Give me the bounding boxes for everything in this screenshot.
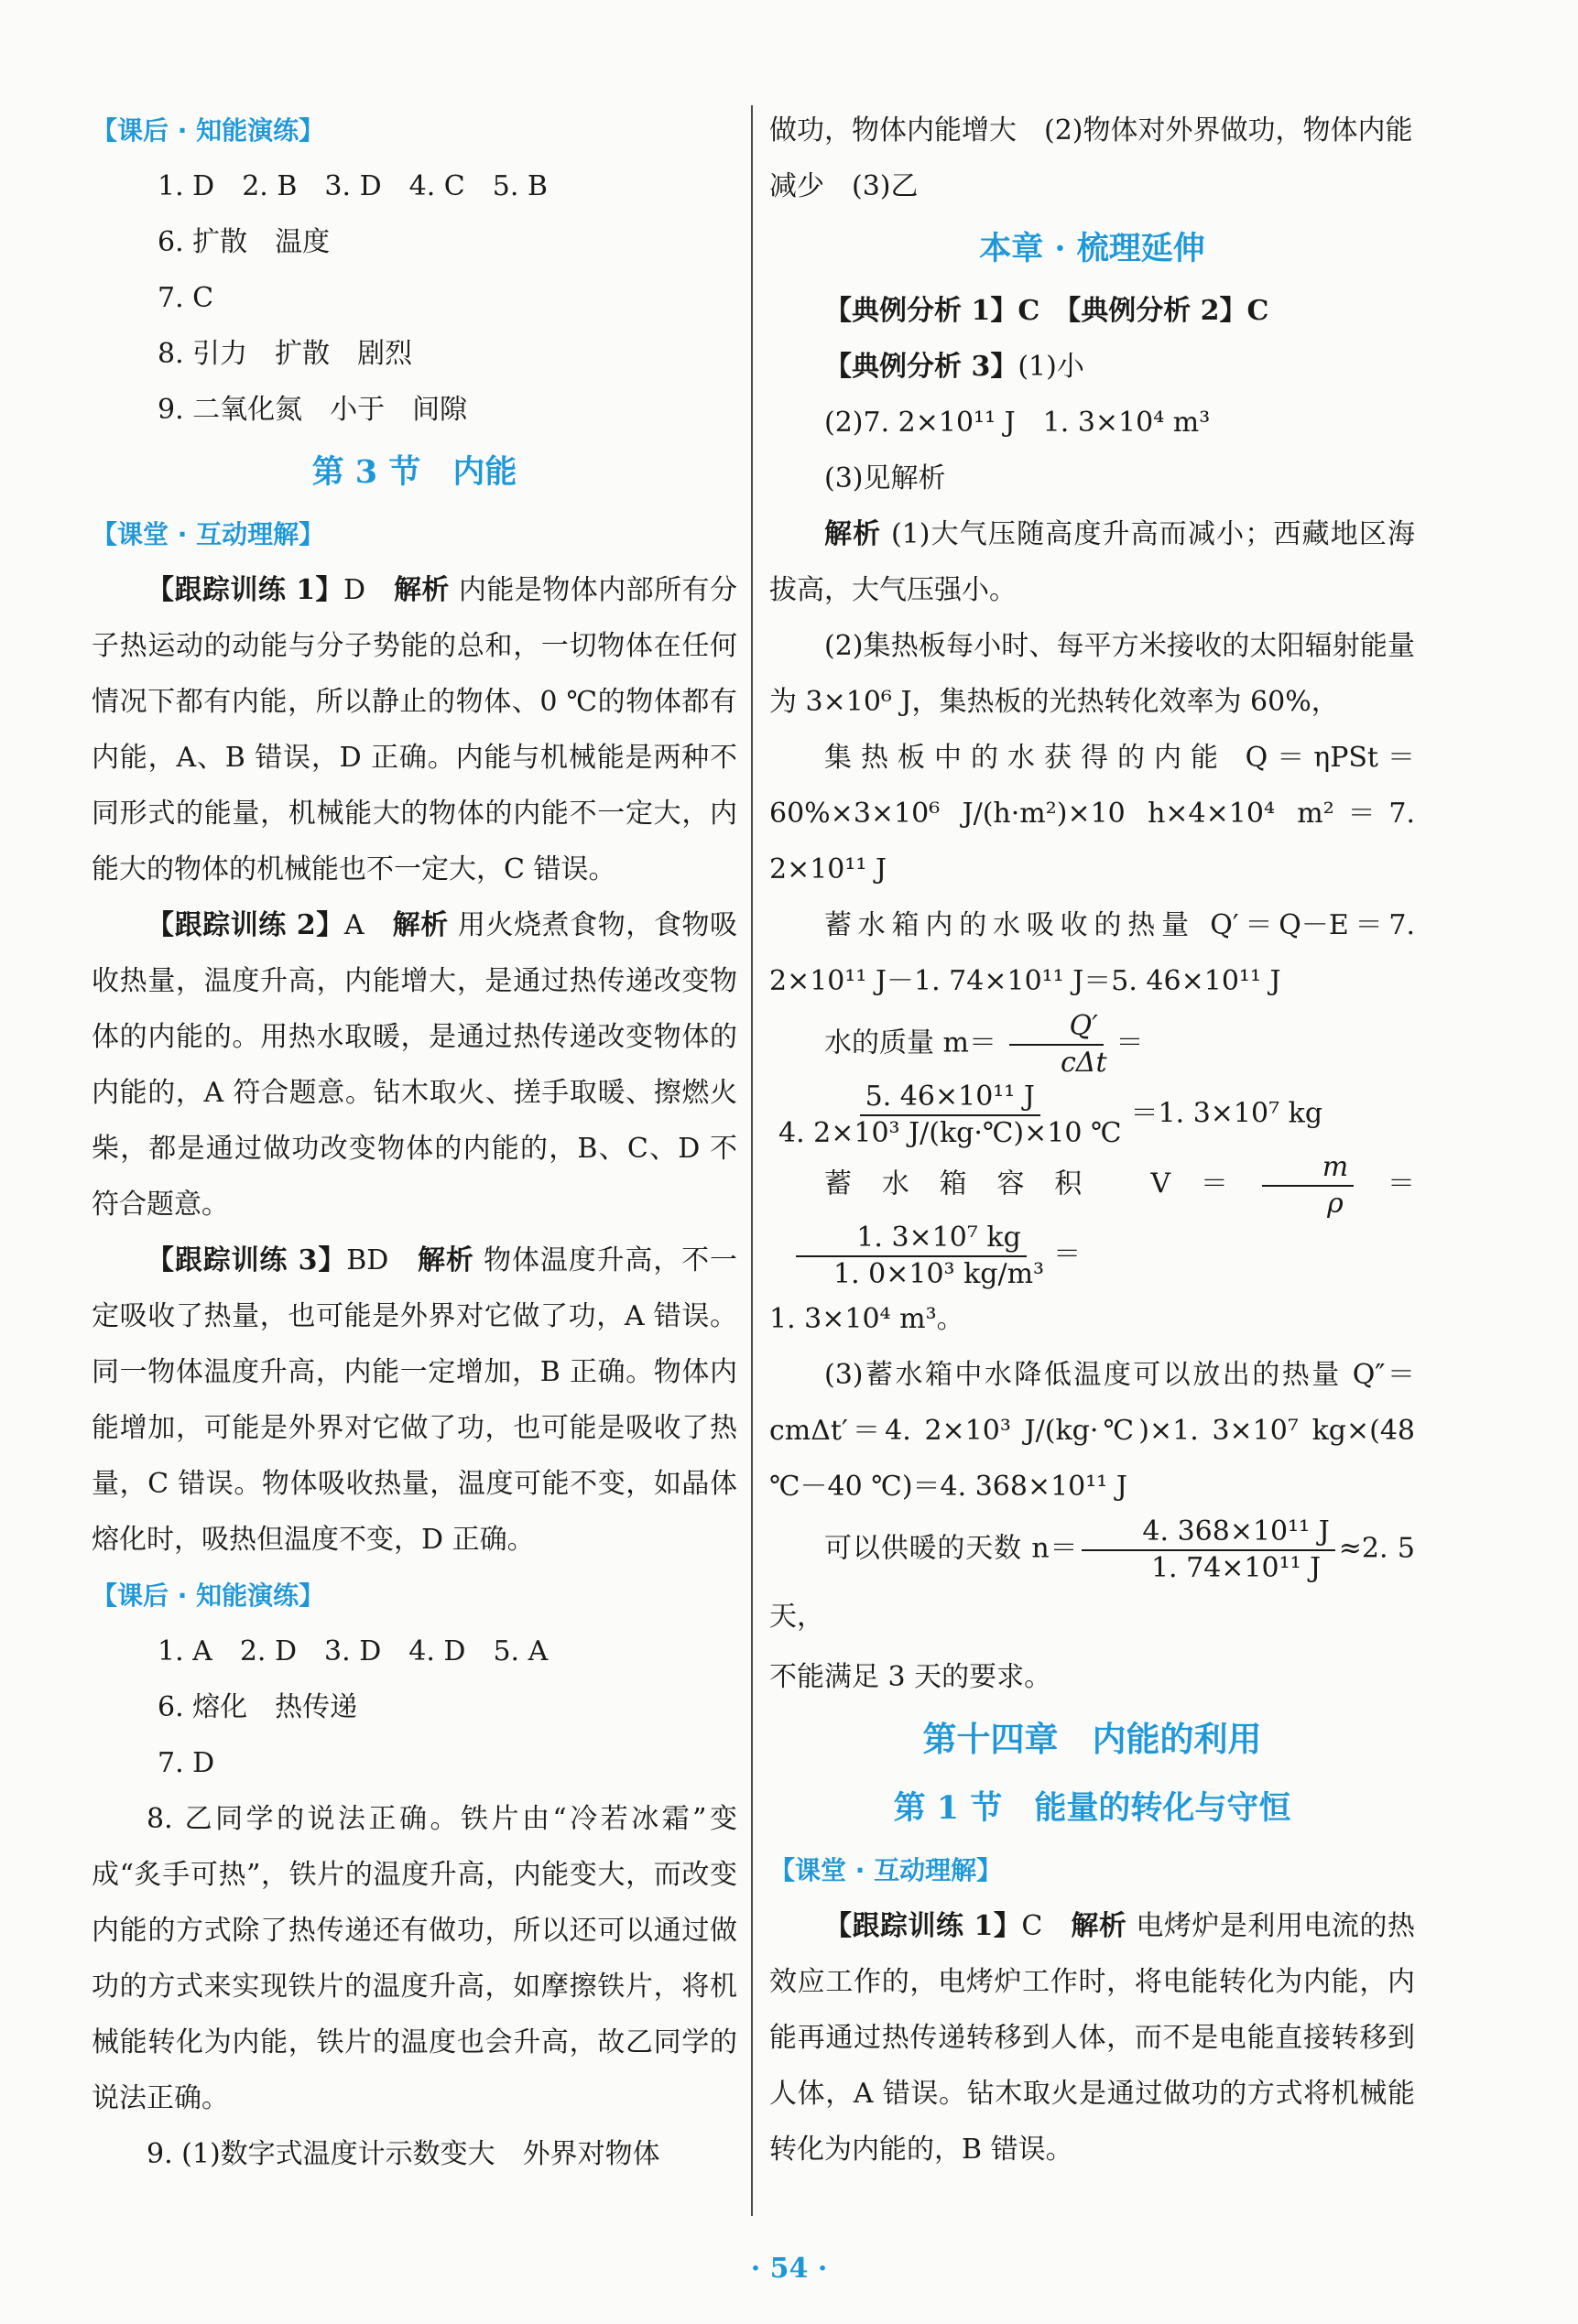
column-divider	[751, 105, 753, 2216]
training-answer	[92, 897, 737, 1233]
formula-result: 1. 3×10⁴ m³。	[769, 1303, 964, 1335]
answer-line: 7. C	[158, 282, 214, 314]
formula-lhs: 可以供暖的天数 n＝	[824, 1532, 1079, 1565]
training-answer	[92, 562, 737, 897]
training-answer	[769, 1898, 1415, 2177]
example-part: (1)小	[1018, 351, 1084, 383]
section-label-in-class: 【课堂 · 互动理解】	[769, 1855, 1003, 1885]
section-title: 第 3 节 内能	[311, 453, 517, 491]
fraction-denominator: 4. 2×10³ J/(kg·℃)×10 ℃	[778, 1116, 1122, 1149]
formula-line	[769, 1515, 1415, 1649]
conclusion-text: 不能满足 3 天的要求。	[769, 1661, 1052, 1693]
fraction-numerator: Q′	[1009, 1009, 1104, 1046]
fraction-numerator: 1. 3×10⁷ kg	[796, 1221, 1027, 1257]
answer-paragraph: 9. (1)数字式温度计示数变大 外界对物体	[147, 2138, 660, 2170]
training-choice: C	[1021, 1910, 1072, 1942]
section-label-after-class: 【课后 · 知能演练】	[92, 1580, 325, 1611]
answer-line: 1. A 2. D 3. D 4. D 5. A	[158, 1635, 549, 1667]
example-part: (3)见解析	[824, 462, 946, 494]
analysis-paragraph: (3)蓄水箱中水降低温度可以放出的热量 Q″＝cmΔt′＝4. 2×10³ J/(kg·℃)×1. 3×10⁷ kg×(48 ℃－40 ℃)＝4. 368×10¹¹ J	[769, 1359, 1415, 1503]
example-answer	[769, 339, 1415, 395]
training-head: 【跟踪训练 1】	[824, 1910, 1022, 1942]
answer-line: 1. D 2. B 3. D 4. C 5. B	[158, 170, 548, 202]
fraction	[1000, 1009, 1113, 1080]
analysis-label: 解析	[1071, 1910, 1127, 1942]
answer-line: 6. 扩散 温度	[158, 226, 331, 258]
formula-equals: ＝	[1357, 1167, 1416, 1200]
formula-result: ＝1. 3×10⁷ kg	[1130, 1097, 1323, 1130]
formula-line	[769, 1150, 1415, 1291]
answer-paragraph: 8. 乙同学的说法正确。铁片由“冷若冰霜”变成“炙手可热”，铁片的温度升高，内能变大，而改变内能的方式除了热传递还有做功，所以还可以通过做功的方式来实现铁片的温度升高，如摩擦铁片，将机械能转化为内能，铁片的温度也会升高，故乙同学的说法正确。	[92, 1803, 737, 2114]
chapter-summary-title: 本章 · 梳理延伸	[979, 230, 1205, 267]
formula-lhs: 蓄水箱容积 V＝	[824, 1167, 1258, 1200]
formula-line	[769, 1009, 1415, 1080]
chapter-title: 第十四章 内能的利用	[922, 1719, 1262, 1759]
training-choice: A	[343, 909, 393, 941]
answer-line: 9. 二氧化氮 小于 间隙	[158, 394, 468, 426]
training-choice: BD	[346, 1244, 419, 1276]
section-label-after-class: 【课后 · 知能演练】	[92, 115, 325, 146]
fraction-denominator: 1. 0×10³ kg/m³	[833, 1257, 1045, 1290]
fraction-denominator: ρ	[1327, 1187, 1344, 1220]
fraction-numerator: 4. 368×10¹¹ J	[1082, 1515, 1334, 1551]
fraction-denominator: 1. 74×10¹¹ J	[1150, 1551, 1322, 1584]
section-title: 第 1 节 能量的转化与守恒	[893, 1789, 1291, 1827]
dot-icon: ·	[750, 2253, 761, 2285]
page-number	[0, 2253, 1578, 2285]
continued-text: 做功，物体内能增大 (2)物体对外界做功，物体内能减少 (3)乙	[769, 114, 1413, 202]
formula-equals: ＝	[1115, 1026, 1144, 1059]
fraction	[773, 1221, 1050, 1291]
training-head: 【跟踪训练 3】	[147, 1244, 347, 1276]
analysis-paragraph: (2)集热板每小时、每平方米接收的太阳辐射能量为 3×10⁶ J，集热板的光热转化效率为 60%，	[769, 630, 1415, 718]
formula-equals: ＝	[1053, 1238, 1082, 1271]
dot-icon: ·	[817, 2253, 828, 2285]
fraction	[1082, 1515, 1334, 1585]
analysis-label: 解析	[393, 574, 450, 606]
example-answers: 【典例分析 1】C 【典例分析 2】C	[824, 295, 1269, 327]
training-head: 【跟踪训练 2】	[147, 909, 344, 941]
training-answer	[92, 1233, 737, 1568]
fraction	[773, 1080, 1127, 1150]
analysis-label: 解析	[824, 518, 882, 550]
answer-line: 6. 熔化 热传递	[158, 1691, 358, 1723]
example-head: 【典例分析 3】	[824, 351, 1018, 383]
analysis-text: 物体温度升高，不一定吸收了热量，也可能是外界对它做了功，A 错误。同一物体温度升高，内能一定增加，B 正确。物体内能增加，可能是外界对它做了功，也可能是吸收了热量，C 错误。物体吸收热量，温度可能不变，如晶体熔化时，吸热但温度不变，D 正确。	[92, 1244, 737, 1556]
formula-result: ≈2. 5 天，	[769, 1532, 1416, 1633]
analysis-text: 用火烧煮食物，食物吸收热量，温度升高，内能增大，是通过热传递改变物体的内能的。用热水取暖，是通过热传递改变物体的内能的，A 符合题意。钻木取火、搓手取暖、擦燃火柴，都是通过做功改变物体的内能的，B、C、D 不符合题意。	[92, 909, 738, 1221]
training-choice: D	[343, 574, 394, 606]
analysis-text: 内能是物体内部所有分子热运动的动能与分子势能的总和，一切物体在任何情况下都有内能，所以静止的物体、0 ℃的物体都有内能，A、B 错误，D 正确。内能与机械能是两种不同形式的能量，机械能大的物体的内能不一定大，内能大的物体的机械能也不一定大，C 错误。	[92, 574, 737, 885]
analysis-paragraph: 集热板中的水获得的内能 Q＝ηPSt＝60%×3×10⁶ J/(h·m²)×10 h×4×10⁴ m²＝7. 2×10¹¹ J	[769, 742, 1415, 885]
fraction	[1262, 1150, 1354, 1221]
section-label-in-class: 【课堂 · 互动理解】	[92, 519, 325, 549]
formula-lhs: 水的质量 m＝	[824, 1026, 996, 1059]
analysis-paragraph	[769, 506, 1415, 618]
fraction-numerator: m	[1262, 1150, 1354, 1187]
analysis-text: 电烤炉是利用电流的热效应工作的，电烤炉工作时，将电能转化为内能，内能再通过热传递转移到人体，而不是电能直接转移到人体，A 错误。钻木取火是通过做功的方式将机械能转化为内能的，B 错误。	[769, 1910, 1415, 2166]
left-column	[92, 103, 737, 2182]
fraction-numerator: 5. 46×10¹¹ J	[860, 1080, 1040, 1116]
analysis-label: 解析	[392, 909, 449, 941]
analysis-text: (1)大气压随高度升高而减小；西藏地区海拔高，大气压强小。	[769, 518, 1415, 606]
training-head: 【跟踪训练 1】	[147, 574, 343, 606]
answer-line: 8. 引力 扩散 剧烈	[158, 338, 413, 370]
analysis-paragraph: 蓄水箱内的水吸收的热量 Q′＝Q－E＝7. 2×10¹¹ J－1. 74×10¹¹ J＝5. 46×10¹¹ J	[769, 909, 1415, 997]
right-column	[769, 103, 1415, 2177]
example-part: (2)7. 2×10¹¹ J 1. 3×10⁴ m³	[824, 407, 1211, 439]
answer-line: 7. D	[158, 1747, 215, 1779]
page-number-value: 54	[769, 2253, 809, 2285]
formula-line	[769, 1080, 1415, 1150]
fraction-denominator: cΔt	[1060, 1046, 1107, 1079]
analysis-label: 解析	[418, 1244, 474, 1276]
